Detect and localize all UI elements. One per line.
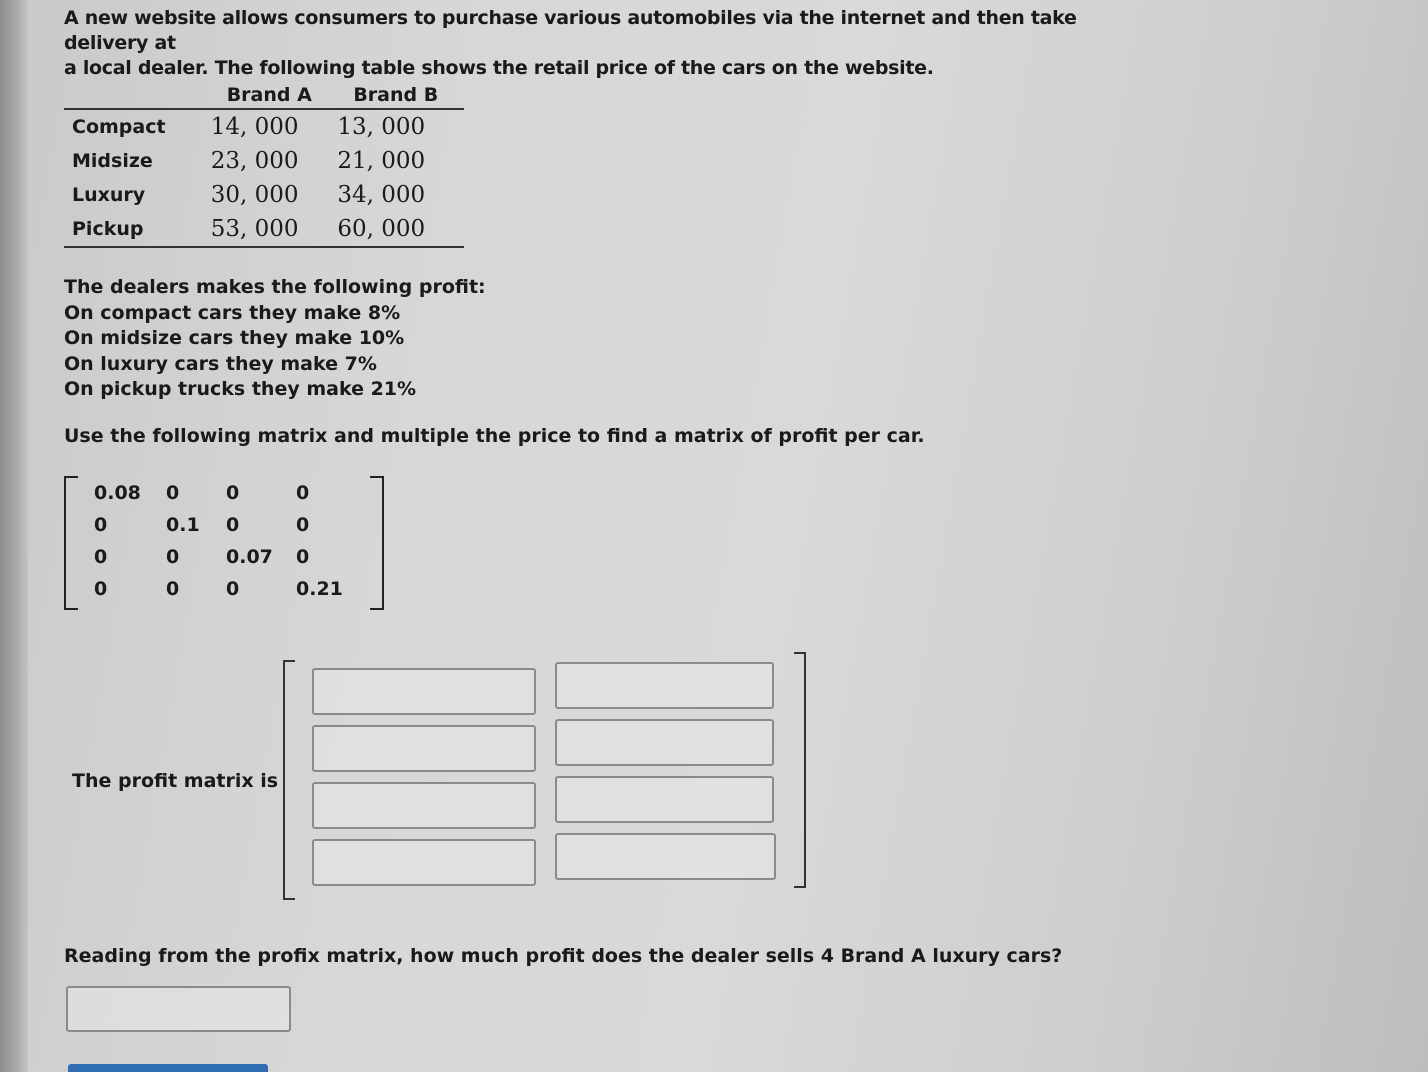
matrix-left-bracket	[64, 476, 78, 610]
row-category: Pickup	[64, 212, 211, 247]
profit-heading: The dealers makes the following profit:	[64, 276, 486, 298]
matrix-cell: 0	[296, 546, 310, 568]
profit-cell-luxury-brand-a[interactable]	[312, 782, 536, 829]
matrix-cell: 0	[226, 578, 240, 600]
matrix-cell: 0	[166, 546, 180, 568]
profit-cell-midsize-brand-b[interactable]	[555, 719, 774, 766]
header-brand-b: Brand B	[337, 82, 464, 109]
profit-info	[64, 275, 486, 403]
matrix-cell: 0.08	[94, 482, 141, 504]
intro-line-2: a local dealer. The following table shows the retail price of the cars on the website.	[64, 57, 934, 79]
table-row	[64, 212, 464, 247]
luxury-profit-answer-input[interactable]	[66, 986, 291, 1032]
matrix-cell: 0	[226, 514, 240, 536]
price-brand-b: 21, 000	[337, 148, 426, 174]
profit-line-pickup: On pickup trucks they make 21%	[64, 378, 417, 400]
profit-matrix-left-bracket	[283, 660, 295, 900]
header-blank	[64, 82, 211, 109]
profit-line-midsize: On midsize cars they make 10%	[64, 327, 405, 349]
profit-line-compact: On compact cars they make 8%	[64, 301, 401, 324]
table-row	[64, 109, 464, 144]
submit-button-edge[interactable]	[68, 1064, 268, 1072]
matrix-cell: 0	[94, 514, 108, 536]
profit-cell-luxury-brand-b[interactable]	[555, 776, 774, 823]
matrix-cell: 0	[296, 514, 310, 536]
profit-cell-pickup-brand-a[interactable]	[312, 839, 536, 886]
matrix-cell: 0.1	[166, 514, 200, 536]
matrix-cell: 0	[166, 578, 180, 600]
matrix-cell: 0	[166, 482, 180, 504]
price-brand-a: 23, 000	[210, 148, 299, 174]
price-brand-b: 34, 000	[337, 182, 426, 208]
profit-cell-compact-brand-b[interactable]	[555, 662, 774, 709]
price-table-header	[64, 82, 464, 109]
table-row	[64, 144, 464, 178]
intro-line-1: A new website allows consumers to purchase various automobiles via the internet and then take delivery at	[64, 7, 1077, 54]
row-category: Luxury	[72, 184, 146, 206]
matrix-cell: 0	[296, 482, 310, 504]
matrix-cell: 0	[94, 546, 108, 568]
matrix-cell: 0	[94, 578, 108, 600]
price-brand-b: 60, 000	[337, 212, 464, 247]
screen-edge	[0, 0, 28, 1072]
price-brand-a: 53, 000	[211, 212, 338, 247]
matrix-cell: 0.07	[226, 546, 273, 568]
instruction-text: Use the following matrix and multiple the price to find a matrix of profit per car.	[64, 425, 925, 447]
table-row	[64, 178, 464, 212]
profit-cell-pickup-brand-b[interactable]	[555, 833, 776, 880]
profit-cell-compact-brand-a[interactable]	[312, 668, 536, 715]
matrix-cell: 0.21	[296, 578, 343, 600]
price-brand-b: 13, 000	[337, 114, 426, 140]
problem-intro	[64, 6, 1124, 81]
profit-matrix-label: The profit matrix is	[72, 770, 279, 792]
profit-line-luxury: On luxury cars they make 7%	[64, 352, 377, 375]
price-table	[64, 82, 464, 248]
row-category: Compact	[72, 116, 166, 138]
price-brand-a: 14, 000	[210, 114, 299, 140]
row-category: Midsize	[72, 150, 153, 172]
price-brand-a: 30, 000	[210, 182, 299, 208]
question-text: Reading from the profix matrix, how much profit does the dealer sells 4 Brand A luxury cars?	[64, 945, 1063, 967]
profit-cell-midsize-brand-a[interactable]	[312, 725, 536, 772]
percentage-matrix	[64, 476, 384, 608]
matrix-cell: 0	[226, 482, 240, 504]
profit-matrix-right-bracket	[794, 652, 806, 888]
matrix-right-bracket	[370, 476, 384, 610]
header-brand-a: Brand A	[211, 82, 338, 109]
